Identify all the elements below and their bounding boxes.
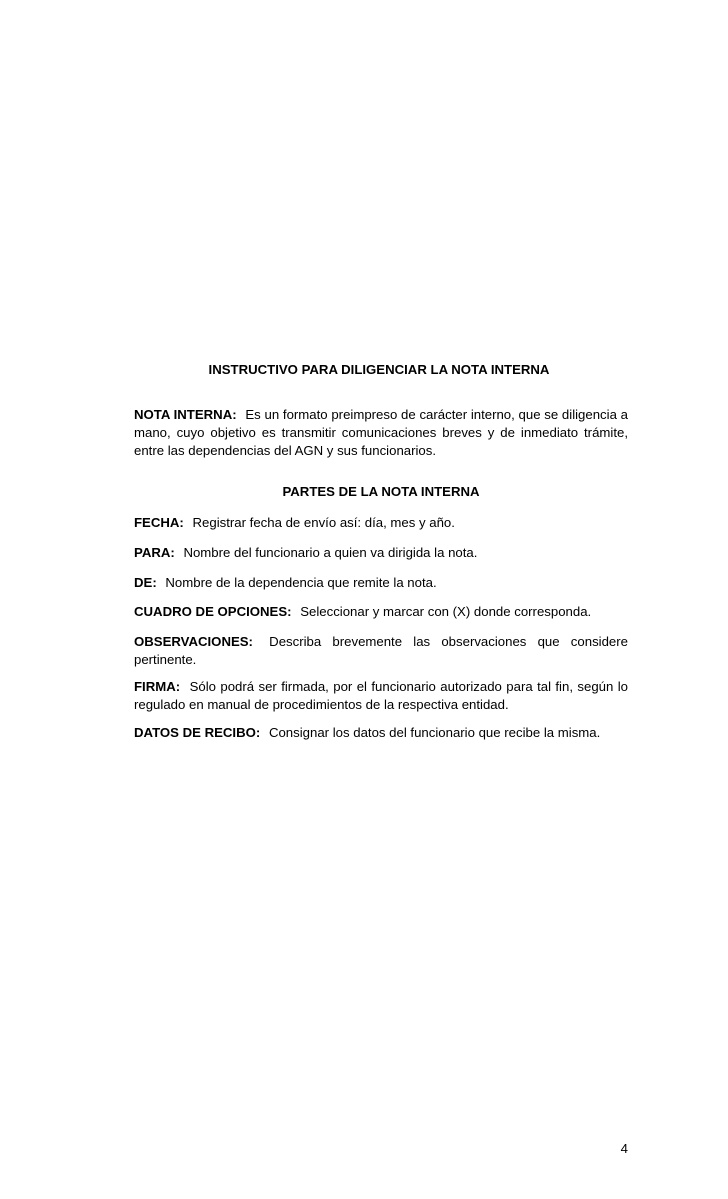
- part-text: Sólo podrá ser firmada, por el funcionario autorizado para tal fin, según lo regulado en manual de procedimientos de la respectiva entidad.: [134, 679, 628, 712]
- part-datos-de-recibo: [134, 724, 628, 742]
- part-para: [134, 544, 628, 562]
- part-text: Nombre de la dependencia que remite la nota.: [165, 575, 437, 590]
- nota-interna-text: Es un formato preimpreso de carácter interno, que se diligencia a mano, cuyo objetivo es transmitir comunicaciones breves y de inmediato trámite, entre las dependencias del AGN y sus funcionarios.: [134, 407, 628, 458]
- part-text: Nombre del funcionario a quien va dirigida la nota.: [183, 545, 478, 560]
- part-text: Seleccionar y marcar con (X) donde corresponda.: [300, 604, 592, 619]
- part-term: DE:: [134, 575, 157, 590]
- part-term: CUADRO DE OPCIONES:: [134, 604, 292, 619]
- part-cuadro-de-opciones: [134, 603, 628, 621]
- part-term: FECHA:: [134, 515, 184, 530]
- part-text: Describa brevemente las observaciones que considere pertinente.: [134, 634, 628, 667]
- part-de: [134, 574, 628, 592]
- part-text: Consignar los datos del funcionario que recibe la misma.: [268, 725, 601, 740]
- nota-interna-term: NOTA INTERNA:: [134, 407, 237, 422]
- part-observaciones: [134, 633, 628, 669]
- document-title-text: INSTRUCTIVO PARA DILIGENCIAR LA NOTA INTERNA: [208, 362, 550, 377]
- section-title: [134, 484, 628, 499]
- part-term: FIRMA:: [134, 679, 181, 694]
- part-term: DATOS DE RECIBO:: [134, 725, 261, 740]
- page-number: 4: [620, 1141, 628, 1156]
- part-term: OBSERVACIONES:: [134, 634, 253, 649]
- section-title-text: PARTES DE LA NOTA INTERNA: [282, 484, 480, 499]
- part-text: Registrar fecha de envío así: día, mes y año.: [192, 515, 455, 530]
- nota-interna-definition: [134, 406, 628, 460]
- part-fecha: [134, 514, 628, 532]
- part-term: PARA:: [134, 545, 175, 560]
- document-title: [134, 362, 628, 377]
- part-firma: [134, 678, 628, 714]
